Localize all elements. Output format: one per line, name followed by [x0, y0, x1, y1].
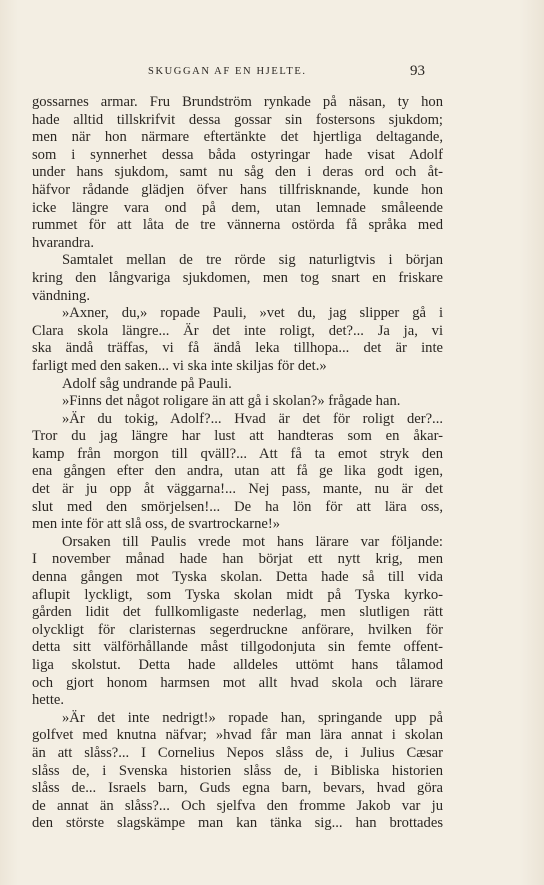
- text-line: Samtalet mellan de tre rörde sig naturligtvis i början: [62, 252, 443, 269]
- text-line: den störste slagskämpe man kan tänka sig... han brottades: [32, 815, 443, 832]
- text-line: Clara skola längre... Är det inte roligt, det?... Ja ja, vi: [32, 322, 443, 339]
- text-line: Adolf såg undrande på Pauli.: [62, 375, 232, 392]
- text-line: vändning.: [32, 287, 90, 304]
- text-line: men när hon närmare eftertänkte det hjertliga deltagande,: [32, 129, 443, 146]
- text-line: detta sitt välförhållande måst tillgodonjuta sin femte offent-: [32, 639, 443, 656]
- text-line: de annat än slåss?... Och sjelfva den fromme Jakob var ju: [32, 797, 443, 814]
- text-line: farligt med den saken... vi ska inte skiljas för det.»: [32, 357, 327, 374]
- text-line: kring den långvariga sjukdomen, men tog snart en friskare: [32, 269, 443, 286]
- text-line: I november månad hade han börjat ett nytt krig, men: [32, 551, 443, 568]
- text-line: slut med den smörjelsen!... De ha lön för att lära oss,: [32, 498, 443, 515]
- text-line: golfvet med knutna näfvar; »hvad får man lära annat i skolan: [32, 727, 443, 744]
- text-line: under hans sjukdom, samt nu såg den i deras ord och åt-: [32, 164, 443, 181]
- text-line: rummet för att låta de tre vännerna ostörda få språka med: [32, 217, 443, 234]
- text-line: hade alltid tillskrifvit dessa gossar sin fostersons sjukdom;: [32, 111, 443, 128]
- text-line: och gjort honom harmsen mot allt hvad skola och lärare: [32, 674, 443, 691]
- text-line: gården lidit det fullkomligaste nederlag, men slutligen rätt: [32, 604, 443, 621]
- text-line: gossarnes armar. Fru Brundström rynkade på näsan, ty hon: [32, 94, 443, 110]
- text-line: kamp från morgon till qväll?... Att få ta emot stryk den: [32, 445, 443, 462]
- text-line: icke längre vara ond på dem, utan lemnade småleende: [32, 199, 443, 216]
- text-line: ena gången efter den andra, utan att få ge lika godt igen,: [32, 463, 443, 480]
- text-line: »Finns det något roligare än att gå i skolan?» frågade han.: [62, 393, 401, 410]
- text-line: hvarandra.: [32, 234, 94, 251]
- text-line: häfvor rådande glädjen öfver hans tillfrisknande, kunde hon: [32, 181, 443, 198]
- text-line: slåss de, i Svenska historien slåss de, i Bibliska historien: [32, 762, 443, 779]
- text-line: Tror du jag längre har lust att handteras som en åkar-: [32, 428, 443, 445]
- text-line: olyckligt för claristernas segerdruckne anförare, hvilken för: [32, 621, 443, 638]
- text-line: slåss de... Israels barn, Guds egna barn, bevars, hvad göra: [32, 780, 443, 797]
- text-line: liga skolstut. Detta hade alldeles uttömt hans tålamod: [32, 657, 443, 673]
- text-line: ska ändå träffas, vi få ändå leka tillhopa... det är inte: [32, 340, 443, 357]
- text-line: »Är du tokig, Adolf?... Hvad är det för roligt der?...: [62, 410, 443, 427]
- body-text: [32, 94, 443, 833]
- running-title: SKUGGAN AF EN HJELTE.: [148, 66, 307, 77]
- text-line: denna gången mot Tyska skolan. Detta hade så till vida: [32, 569, 443, 586]
- text-line: än att slåss?... I Cornelius Nepos slåss de, i Julius Cæsar: [32, 744, 443, 761]
- text-line: som i synnerhet dessa båda ostyringar hade visat Adolf: [32, 146, 443, 163]
- text-line: »Axner, du,» ropade Pauli, »vet du, jag slipper gå i: [62, 305, 443, 322]
- text-line: aflupit lyckligt, som Tyska skolan midt på Tyska kyrko-: [32, 586, 443, 603]
- text-line: »Är det inte nedrigt!» ropade han, springande upp på: [62, 709, 443, 726]
- running-head: [0, 64, 544, 80]
- text-line: Orsaken till Paulis vrede mot hans lärare var följande:: [62, 533, 443, 550]
- text-line: hette.: [32, 692, 65, 709]
- text-line: det är ju opp åt väggarna!... Nej pass, mante, nu är det: [32, 481, 443, 498]
- text-line: men inte för att slå oss, de svartrockarne!»: [32, 516, 281, 533]
- page-number: 93: [410, 63, 425, 79]
